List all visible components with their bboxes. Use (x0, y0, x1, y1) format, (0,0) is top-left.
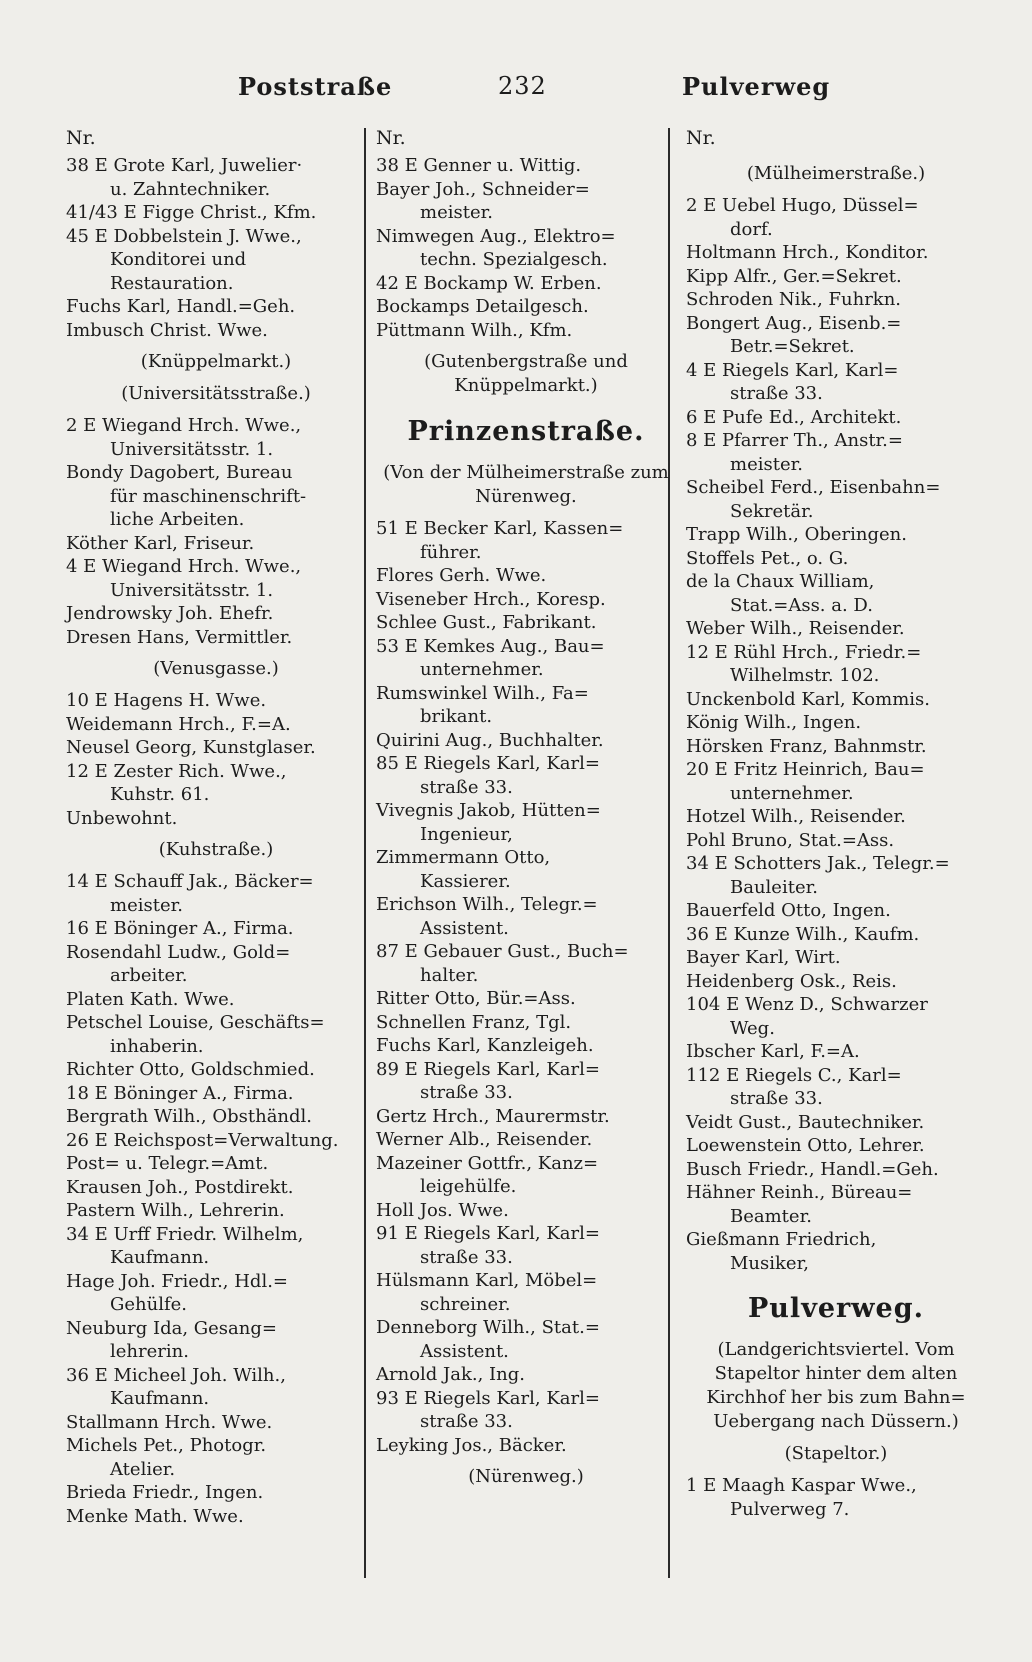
entry-line: Veidt Gust., Bautechniker. (686, 1111, 925, 1133)
directory-entry (376, 752, 676, 799)
entry-line: Pohl Bruno, Stat.=Ass. (686, 829, 895, 851)
directory-entry (376, 1363, 676, 1387)
entry-line: Richter Otto, Goldschmied. (66, 1059, 315, 1080)
directory-entry (376, 1269, 676, 1316)
directory-entry (66, 414, 366, 461)
entry-line: 38 E Grote Karl, Juwelier· (66, 155, 303, 176)
entry-continuation-line: u. Zahntechniker. (110, 178, 271, 200)
entry-line: Bongert Aug., Eisenb.= (686, 312, 902, 334)
entry-continuation-line: straße 33. (420, 1246, 513, 1268)
directory-entry (686, 359, 986, 406)
entry-line: Werner Alb., Reisender. (376, 1129, 593, 1150)
entry-continuation-line: halter. (420, 964, 479, 986)
directory-entry (66, 988, 366, 1012)
entry-continuation-line: Assistent. (420, 917, 509, 939)
section-heading: (Knüppelmarkt.) (140, 351, 292, 372)
entry-line: Menke Math. Wwe. (66, 1505, 244, 1527)
entry-line: Viseneber Hrch., Koresp. (376, 588, 606, 610)
entry-line: Schlee Gust., Fabrikant. (376, 612, 597, 633)
entry-line: Bockamps Detailgesch. (376, 296, 589, 317)
entry-line: 10 E Hagens H. Wwe. (66, 690, 267, 711)
directory-entry (376, 295, 676, 319)
directory-entry (66, 1199, 366, 1223)
entry-line: Erichson Wilh., Telegr.= (376, 894, 598, 915)
entry-continuation-line: Restauration. (110, 272, 234, 294)
entry-line: Pastern Wilh., Lehrerin. (66, 1200, 285, 1221)
entry-line: 20 E Fritz Heinrich, Bau= (686, 759, 925, 780)
entry-continuation-line: schreiner. (420, 1293, 511, 1315)
directory-entry (686, 523, 986, 547)
directory-entry (66, 736, 366, 760)
entry-continuation-line: Weg. (730, 1017, 775, 1039)
entry-line: 36 E Kunze Wilh., Kaufm. (686, 923, 920, 945)
directory-entry (66, 1176, 366, 1200)
directory-entry (376, 178, 676, 225)
directory-entry (66, 1364, 366, 1411)
entry-continuation-line: Stat.=Ass. a. D. (730, 594, 873, 616)
directory-entry (376, 272, 676, 296)
column-nr-label: Nr. (686, 127, 716, 149)
entry-continuation-line: inhaberin. (110, 1035, 204, 1057)
entry-continuation-line: Kuhstr. 61. (110, 784, 210, 805)
entry-continuation-line: straße 33. (730, 383, 823, 404)
column-3 (686, 122, 986, 1642)
directory-entry (66, 917, 366, 941)
entry-line: Michels Pet., Photogr. (66, 1435, 267, 1456)
entry-continuation-line: Kaufmann. (110, 1388, 210, 1409)
column-1-entries (66, 154, 366, 1528)
entry-line: 14 E Schauff Jak., Bäcker= (66, 871, 314, 892)
directory-entry (376, 729, 676, 753)
entry-line: Unbewohnt. (66, 807, 178, 829)
directory-entry (376, 225, 676, 272)
directory-entry (66, 201, 366, 225)
directory-entry (686, 1158, 986, 1182)
entry-continuation-line: meister. (110, 894, 183, 916)
entry-line: Bondy Dagobert, Bureau (66, 462, 293, 483)
directory-entry (66, 807, 366, 831)
directory-entry (376, 588, 676, 612)
entry-line: 4 E Riegels Karl, Karl= (686, 359, 899, 381)
directory-entry (686, 617, 986, 641)
entry-continuation-line: Pulverweg 7. (730, 1498, 850, 1520)
entry-continuation-line: Kassierer. (420, 870, 511, 892)
directory-entry (66, 602, 366, 626)
directory-entry (66, 1082, 366, 1106)
directory-entry (376, 799, 676, 846)
section-heading: (Nürenweg.) (468, 1466, 584, 1487)
directory-entry (686, 805, 986, 829)
directory-entry (66, 1129, 366, 1153)
entry-line: Jendrowsky Joh. Ehefr. (66, 603, 274, 624)
section-heading: (Gutenbergstraße und Knüppelmarkt.) (424, 351, 628, 396)
entry-line: Ibscher Karl, F.=A. (686, 1041, 860, 1062)
entry-line: Hülsmann Karl, Möbel= (376, 1270, 598, 1291)
entry-line: Leyking Jos., Bäcker. (376, 1434, 567, 1456)
entry-continuation-line: Sekretär. (730, 500, 814, 522)
entry-continuation-line: Atelier. (110, 1458, 176, 1480)
directory-entry (686, 570, 986, 617)
entry-line: 4 E Wiegand Hrch. Wwe., (66, 556, 302, 577)
directory-entry (686, 476, 986, 523)
entry-continuation-line: straße 33. (730, 1088, 823, 1109)
entry-line: 85 E Riegels Karl, Karl= (376, 753, 600, 774)
entry-line: 41/43 E Figge Christ., Kfm. (66, 202, 317, 223)
directory-entry (686, 946, 986, 970)
directory-entry (686, 899, 986, 923)
directory-entry (686, 829, 986, 853)
entry-line: Hotzel Wilh., Reisender. (686, 806, 906, 827)
entry-line: Arnold Jak., Ing. (376, 1364, 526, 1385)
entry-line: Quirini Aug., Buchhalter. (376, 729, 604, 751)
entry-line: Stoffels Pet., o. G. (686, 547, 849, 569)
entry-line: Neuburg Ida, Gesang= (66, 1317, 277, 1339)
column-nr-label: Nr. (66, 127, 96, 149)
directory-entry (66, 760, 366, 807)
entry-line: Gertz Hrch., Maurermstr. (376, 1105, 610, 1127)
page-header (0, 72, 1032, 112)
directory-entry (686, 688, 986, 712)
entry-line: Neusel Georg, Kunstglaser. (66, 737, 316, 758)
entry-line: Holl Jos. Wwe. (376, 1199, 509, 1221)
directory-entry (376, 846, 676, 893)
entry-line: Platen Kath. Wwe. (66, 988, 235, 1010)
entry-line: Mazeiner Gottfr., Kanz= (376, 1152, 599, 1174)
entry-line: Denneborg Wilh., Stat.= (376, 1317, 600, 1338)
entry-line: Rosendahl Ludw., Gold= (66, 941, 291, 963)
entry-line: de la Chaux William, (686, 571, 875, 592)
directory-entry (376, 1105, 676, 1129)
entry-line: Köther Karl, Friseur. (66, 532, 255, 554)
entry-continuation-line: liche Arbeiten. (110, 509, 245, 530)
directory-entry (376, 1034, 676, 1058)
entry-continuation-line: brikant. (420, 706, 493, 727)
section-heading: (Landgerichtsviertel. Vom Stapeltor hinter dem alten Kirchhof her bis zum Bahn= Uebergang nach Düssern.) (706, 1339, 966, 1432)
directory-entry (686, 265, 986, 289)
directory-entry (686, 1040, 986, 1064)
directory-entry (66, 555, 366, 602)
entry-continuation-line: Universitätsstr. 1. (110, 579, 274, 601)
entry-line: 6 E Pufe Ed., Architekt. (686, 406, 902, 428)
entry-line: 12 E Rühl Hrch., Friedr.= (686, 641, 922, 663)
directory-entry (376, 1058, 676, 1105)
entry-continuation-line: Gehülfe. (110, 1294, 188, 1315)
entry-continuation-line: Universitätsstr. 1. (110, 438, 274, 460)
entry-continuation-line: Assistent. (420, 1340, 509, 1362)
entry-line: Unckenbold Karl, Kommis. (686, 688, 930, 710)
directory-entry (66, 154, 366, 201)
entry-line: Imbusch Christ. Wwe. (66, 319, 268, 341)
entry-continuation-line: dorf. (730, 218, 773, 240)
directory-entry (686, 406, 986, 430)
column-3-entries (686, 162, 986, 1521)
entry-continuation-line: unternehmer. (730, 782, 854, 804)
directory-entry (376, 319, 676, 343)
directory-entry (376, 1387, 676, 1434)
entry-line: Krausen Joh., Postdirekt. (66, 1176, 294, 1198)
directory-entry (66, 1481, 366, 1505)
directory-entry (686, 1134, 986, 1158)
directory-entry (66, 713, 366, 737)
directory-entry (66, 1105, 366, 1129)
directory-entry (66, 1270, 366, 1317)
directory-entry (686, 1228, 986, 1275)
directory-entry (376, 517, 676, 564)
entry-line: 8 E Pfarrer Th., Anstr.= (686, 430, 903, 451)
directory-entry (686, 288, 986, 312)
entry-line: 93 E Riegels Karl, Karl= (376, 1387, 600, 1409)
column-1 (66, 122, 366, 1642)
entry-line: Kipp Alfr., Ger.=Sekret. (686, 265, 902, 287)
directory-entry (686, 711, 986, 735)
entry-line: Hage Joh. Friedr., Hdl.= (66, 1270, 289, 1292)
entry-line: Bergrath Wilh., Obsthändl. (66, 1106, 313, 1127)
directory-entry (376, 611, 676, 635)
entry-line: Ritter Otto, Bür.=Ass. (376, 988, 576, 1009)
directory-entry (66, 1411, 366, 1435)
header-right-street: Pulverweg (682, 72, 831, 101)
entry-continuation-line: für maschinenschrift- (110, 485, 307, 507)
directory-entry (66, 1011, 366, 1058)
entry-line: 104 E Wenz D., Schwarzer (686, 994, 928, 1015)
entry-continuation-line: straße 33. (420, 1082, 513, 1103)
entry-continuation-line: straße 33. (420, 1411, 513, 1432)
directory-entry (376, 154, 676, 178)
directory-entry (376, 1316, 676, 1363)
directory-entry (376, 635, 676, 682)
directory-entry (376, 1434, 676, 1458)
entry-line: Vivegnis Jakob, Hütten= (376, 800, 601, 821)
entry-line: Dresen Hans, Vermittler. (66, 626, 293, 648)
directory-entry (376, 940, 676, 987)
entry-line: Schroden Nik., Fuhrkn. (686, 289, 902, 310)
directory-entry (686, 1064, 986, 1111)
entry-line: Scheibel Ferd., Eisenbahn= (686, 477, 941, 498)
column-nr-label: Nr. (376, 127, 406, 149)
directory-entry (686, 923, 986, 947)
entry-line: Nimwegen Aug., Elektro= (376, 225, 616, 247)
directory-entry (376, 564, 676, 588)
entry-line: Rumswinkel Wilh., Fa= (376, 682, 589, 704)
directory-entry (66, 461, 366, 532)
entry-line: Bayer Joh., Schneider= (376, 178, 590, 200)
entry-line: Bauerfeld Otto, Ingen. (686, 900, 891, 921)
entry-line: Püttmann Wilh., Kfm. (376, 319, 573, 341)
directory-entry (686, 241, 986, 265)
entry-continuation-line: arbeiter. (110, 965, 188, 986)
entry-line: Zimmermann Otto, (376, 847, 551, 868)
entry-line: Heidenberg Osk., Reis. (686, 970, 897, 992)
entry-line: Trapp Wilh., Oberingen. (686, 524, 907, 545)
directory-entry (376, 1222, 676, 1269)
column-2-entries (376, 154, 676, 1489)
entry-line: 51 E Becker Karl, Kassen= (376, 518, 624, 539)
page-number: 232 (498, 72, 547, 100)
entry-continuation-line: Beamter. (730, 1205, 812, 1227)
directory-entry (66, 1152, 366, 1176)
entry-continuation-line: techn. Spezialgesch. (420, 249, 608, 270)
directory-entry (376, 987, 676, 1011)
entry-line: 91 E Riegels Karl, Karl= (376, 1223, 600, 1244)
entry-line: Post= u. Telegr.=Amt. (66, 1153, 269, 1174)
entry-continuation-line: unternehmer. (420, 659, 544, 680)
directory-entry (66, 295, 366, 319)
section-heading: (Stapeltor.) (784, 1443, 888, 1464)
directory-entry (686, 641, 986, 688)
entry-line: König Wilh., Ingen. (686, 712, 862, 733)
entry-line: 42 E Bockamp W. Erben. (376, 272, 602, 294)
entry-line: 16 E Böninger A., Firma. (66, 918, 294, 939)
directory-entry (686, 735, 986, 759)
directory-entry (686, 429, 986, 476)
section-heading: (Universitätsstraße.) (121, 383, 311, 404)
directory-entry (66, 626, 366, 650)
entry-line: Hörsken Franz, Bahnmstr. (686, 735, 927, 757)
entry-line: 45 E Dobbelstein J. Wwe., (66, 225, 302, 247)
directory-entry (66, 941, 366, 988)
entry-line: 2 E Uebel Hugo, Düssel= (686, 195, 919, 216)
directory-entry (66, 1434, 366, 1481)
directory-entry (686, 852, 986, 899)
entry-line: Fuchs Karl, Handl.=Geh. (66, 296, 296, 317)
section-heading: (Venusgasse.) (153, 658, 279, 679)
directory-entry (66, 689, 366, 713)
header-left-street: Poststraße (238, 72, 393, 101)
entry-line: Weidemann Hrch., F.=A. (66, 713, 291, 735)
entry-continuation-line: Ingenieur, (420, 823, 513, 845)
entry-line: 34 E Urff Friedr. Wilhelm, (66, 1223, 304, 1245)
entry-line: Weber Wilh., Reisender. (686, 618, 905, 639)
directory-entry (686, 1474, 986, 1521)
column-2 (376, 122, 676, 1642)
entry-line: 87 E Gebauer Gust., Buch= (376, 941, 629, 962)
entry-line: Flores Gerh. Wwe. (376, 565, 547, 586)
section-heading: (Kuhstraße.) (158, 839, 274, 860)
directory-entry (686, 758, 986, 805)
street-title: Prinzenstraße. (407, 416, 645, 447)
directory-entry (686, 1181, 986, 1228)
entry-continuation-line: leigehülfe. (420, 1176, 517, 1197)
entry-line: Fuchs Karl, Kanzleigeh. (376, 1035, 594, 1056)
entry-continuation-line: Kaufmann. (110, 1247, 210, 1268)
section-heading: (Von der Mülheimerstraße zum Nürenweg. (383, 462, 669, 507)
street-title: Pulverweg. (748, 1293, 924, 1324)
entry-continuation-line: Konditorei und (110, 249, 247, 270)
entry-line: 38 E Genner u. Wittig. (376, 155, 582, 176)
entry-line: Schnellen Franz, Tgl. (376, 1011, 572, 1033)
entry-line: 89 E Riegels Karl, Karl= (376, 1058, 600, 1080)
directory-entry (376, 1199, 676, 1223)
entry-continuation-line: führer. (420, 541, 482, 563)
entry-line: Bayer Karl, Wirt. (686, 947, 841, 968)
entry-continuation-line: Bauleiter. (730, 876, 818, 898)
entry-continuation-line: Wilhelmstr. 102. (730, 665, 880, 686)
directory-entry (66, 870, 366, 917)
directory-entry (686, 547, 986, 571)
directory-entry (376, 893, 676, 940)
directory-entry (686, 194, 986, 241)
entry-line: 53 E Kemkes Aug., Bau= (376, 635, 605, 657)
entry-continuation-line: lehrerin. (110, 1341, 189, 1362)
directory-entry (66, 1058, 366, 1082)
entry-continuation-line: Betr.=Sekret. (730, 336, 855, 357)
entry-line: Hähner Reinh., Büreau= (686, 1182, 913, 1203)
entry-continuation-line: meister. (730, 453, 803, 475)
directory-entry (66, 1223, 366, 1270)
entry-line: Loewenstein Otto, Lehrer. (686, 1135, 925, 1156)
entry-line: 36 E Micheel Joh. Wilh., (66, 1364, 286, 1386)
directory-entry (376, 682, 676, 729)
entry-line: 34 E Schotters Jak., Telegr.= (686, 853, 950, 874)
directory-entry (686, 1111, 986, 1135)
entry-line: Petschel Louise, Geschäfts= (66, 1012, 325, 1033)
entry-continuation-line: straße 33. (420, 776, 513, 798)
entry-line: Brieda Friedr., Ingen. (66, 1482, 264, 1503)
entry-line: 18 E Böninger A., Firma. (66, 1082, 294, 1104)
directory-entry (686, 312, 986, 359)
directory-entry (66, 1317, 366, 1364)
section-heading: (Mülheimerstraße.) (746, 163, 926, 184)
directory-entry (66, 532, 366, 556)
entry-line: 12 E Zester Rich. Wwe., (66, 760, 287, 782)
entry-line: Gießmann Friedrich, (686, 1229, 877, 1250)
entry-line: 2 E Wiegand Hrch. Wwe., (66, 415, 302, 436)
entry-continuation-line: meister. (420, 202, 493, 223)
directory-entry (686, 993, 986, 1040)
entry-line: Stallmann Hrch. Wwe. (66, 1411, 273, 1433)
entry-line: 26 E Reichspost=Verwaltung. (66, 1129, 339, 1151)
directory-entry (66, 319, 366, 343)
directory-entry (66, 225, 366, 296)
directory-entry (66, 1505, 366, 1529)
entry-line: 112 E Riegels C., Karl= (686, 1064, 902, 1086)
directory-entry (376, 1152, 676, 1199)
entry-line: Holtmann Hrch., Konditor. (686, 242, 929, 263)
directory-entry (376, 1011, 676, 1035)
directory-entry (686, 970, 986, 994)
directory-entry (376, 1128, 676, 1152)
entry-continuation-line: Musiker, (730, 1252, 809, 1274)
entry-line: Busch Friedr., Handl.=Geh. (686, 1158, 939, 1180)
entry-line: 1 E Maagh Kaspar Wwe., (686, 1475, 917, 1496)
